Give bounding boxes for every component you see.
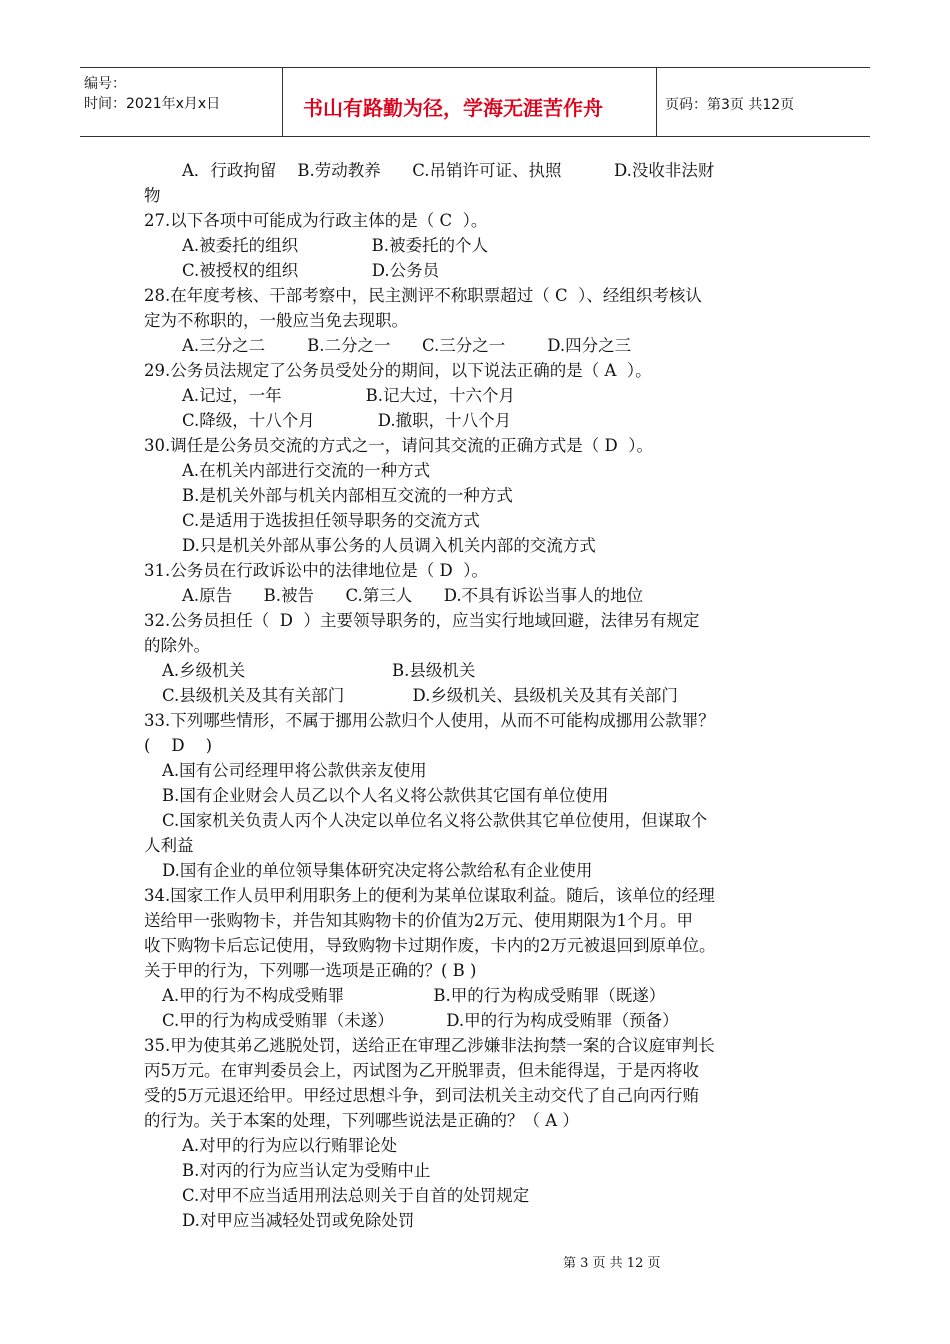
question-27: 27.以下各项中可能成为行政主体的是（ C ）。	[144, 211, 488, 230]
page-footer: 第 3 页 共 12 页	[563, 1256, 661, 1271]
option-line: A.三分之二 B.二分之一 C.三分之一 D.四分之三	[182, 336, 632, 355]
question-29: 29.公务员法规定了公务员受处分的期间，以下说法正确的是（ A ）。	[144, 361, 652, 380]
doc-time-label: 时间：2021年x月x日	[84, 96, 221, 112]
option-line: C.被授权的组织 D.公务员	[182, 261, 440, 280]
doc-code-label: 编号：	[84, 76, 126, 92]
option-line: D.对甲应当减轻处罚或免除处罚	[182, 1211, 415, 1230]
header-page-info: 页码：第3页 共12页	[665, 97, 795, 113]
option-line: A.记过，一年 B.记大过，十六个月	[182, 386, 515, 405]
question-34: 34.国家工作人员甲利用职务上的便利为某单位谋取利益。随后，该单位的经理	[144, 886, 715, 905]
text-line: 的行为。关于本案的处理，下列哪些说法是正确的？（ A ）	[144, 1111, 579, 1130]
option-line: A.在机关内部进行交流的一种方式	[182, 461, 431, 480]
option-line: D.国有企业的单位领导集体研究决定将公款给私有企业使用	[162, 861, 593, 880]
option-line: C.是适用于选拔担任领导职务的交流方式	[182, 511, 480, 530]
option-line: C.县级机关及其有关部门 D.乡级机关、县级机关及其有关部门	[162, 686, 678, 705]
option-line: C.对甲不应当适用刑法总则关于自首的处罚规定	[182, 1186, 530, 1205]
question-28: 28.在年度考核、干部考察中，民主测评不称职票超过（ C ）、经组织考核认	[144, 286, 702, 305]
option-line: C.国家机关负责人丙个人决定以单位名义将公款供其它单位使用，但谋取个	[162, 811, 708, 830]
option-line: A.原告 B.被告 C.第三人 D.不具有诉讼当事人的地位	[182, 586, 644, 605]
option-line: B.是机关外部与机关内部相互交流的一种方式	[182, 486, 513, 505]
text-line: 受的5万元退还给甲。甲经过思想斗争，到司法机关主动交代了自己向丙行贿	[144, 1086, 699, 1105]
header-page-cell	[657, 68, 870, 136]
text-line: 的除外。	[144, 636, 210, 655]
question-30: 30.调任是公务员交流的方式之一，请问其交流的正确方式是（ D ）。	[144, 436, 653, 455]
option-line: C.降级，十八个月 D.撤职，十八个月	[182, 411, 512, 430]
answer-line: ( D )	[144, 736, 213, 755]
text-line: 送给甲一张购物卡，并告知其购物卡的价值为2万元、使用期限为1个月。甲	[144, 911, 693, 930]
text-line: 关于甲的行为，下列哪一选项是正确的？( B )	[144, 961, 477, 980]
header-motto-cell	[283, 68, 657, 136]
page-header	[80, 67, 870, 137]
option-line: B.国有企业财会人员乙以个人名义将公款供其它国有单位使用	[162, 786, 609, 805]
text-line: A．行政拘留 B.劳动教养 C.吊销许可证、执照 D.没收非法财	[182, 161, 715, 180]
text-line: 定为不称职的，一般应当免去现职。	[144, 311, 408, 330]
text-line: 物	[144, 186, 161, 205]
question-33: 33.下列哪些情形，不属于挪用公款归个人使用，从而不可能构成挪用公款罪？	[144, 711, 715, 730]
option-line: A.国有公司经理甲将公款供亲友使用	[162, 761, 427, 780]
header-meta	[80, 68, 283, 136]
option-line: A.被委托的组织 B.被委托的个人	[182, 236, 488, 255]
text-line: 人利益	[144, 836, 194, 855]
header-motto: 书山有路勤为径，学海无涯苦作舟	[303, 96, 603, 120]
option-line: C.甲的行为构成受贿罪（未遂） D.甲的行为构成受贿罪（预备）	[162, 1011, 679, 1030]
option-line: A.甲的行为不构成受贿罪 B.甲的行为构成受贿罪（既遂）	[162, 986, 666, 1005]
question-32: 32.公务员担任（ D ）主要领导职务的，应当实行地域回避，法律另有规定	[144, 611, 700, 630]
option-line: A.乡级机关 B.县级机关	[162, 661, 476, 680]
question-35: 35.甲为使其弟乙逃脱处罚，送给正在审理乙涉嫌非法拘禁一案的合议庭审判长	[144, 1036, 715, 1055]
text-line: 丙5万元。在审判委员会上，丙试图为乙开脱罪责，但未能得逞，于是丙将收	[144, 1061, 699, 1080]
question-31: 31.公务员在行政诉讼中的法律地位是（ D ）。	[144, 561, 488, 580]
text-line: 收下购物卡后忘记使用，导致购物卡过期作废，卡内的2万元被退回到原单位。	[144, 936, 716, 955]
option-line: B.对丙的行为应当认定为受贿中止	[182, 1161, 431, 1180]
option-line: D.只是机关外部从事公务的人员调入机关内部的交流方式	[182, 536, 596, 555]
option-line: A.对甲的行为应以行贿罪论处	[182, 1136, 398, 1155]
